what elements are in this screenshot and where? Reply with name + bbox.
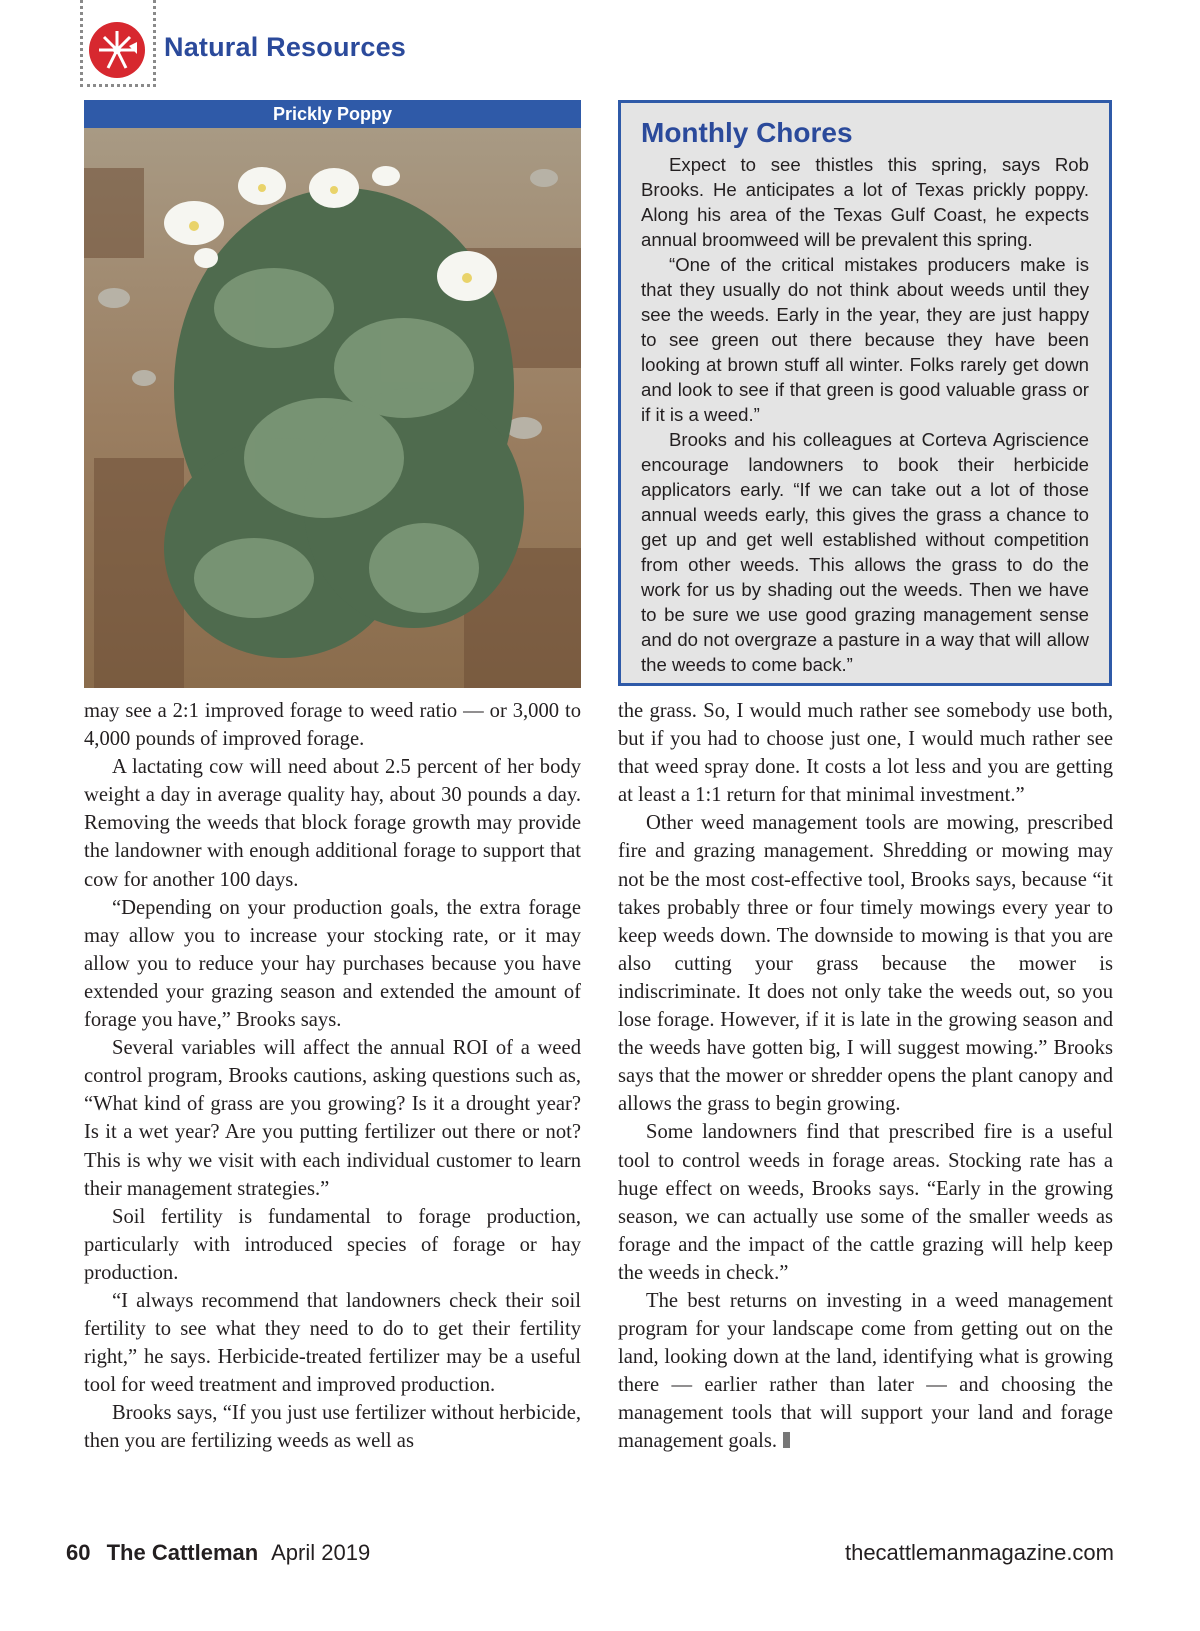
article-paragraph: may see a 2:1 improved forage to weed ratio — or 3,000 to 4,000 pounds of improved forage.	[84, 700, 581, 751]
prickly-poppy-photo	[84, 128, 581, 688]
article-paragraph: Brooks says, “If you just use fertilizer without herbicide, then you are fertilizing weeds as well as	[84, 1402, 581, 1453]
sidebar-paragraph: Brooks and his colleagues at Corteva Agriscience encourage landowners to book their herbicide applicators early. “If we can take out a lot of those annual weeds early, this gives the grass a chance to get up and get well established without competition from other weeds. This allows the grass to do the work for us by shading out the weeds. Then we have to be sure we use good grazing management sense and do not overgraze a pasture in a way that will allow the weeds to come back.”	[641, 429, 1089, 675]
section-title: Natural Resources	[164, 32, 406, 62]
article-paragraph-text: The best returns on investing in a weed management program for your landscape come from getting out on the land, looking down at the land, identifying what is growing there — earlier rather than later — and choosing the management tools that will support your land and forage management goals.	[618, 1289, 1113, 1453]
sidebar-paragraph: Expect to see thistles this spring, says Rob Brooks. He anticipates a lot of Texas prickly poppy. Along his area of the Texas Gulf Coast, he expects annual broomweed will be prevalent this spring.	[641, 154, 1089, 250]
prickly-poppy-figure	[84, 100, 581, 688]
page-footer	[66, 1540, 1114, 1574]
page-number: 60	[66, 1540, 91, 1565]
photo-caption: Prickly Poppy	[84, 100, 581, 128]
article-paragraph: “I always recommend that landowners check their soil fertility to see what they need to do to get their fertility right,” he says. Herbicide-treated fertilizer may be a useful tool for weed treatment and improved production.	[84, 1289, 581, 1397]
magazine-name: The Cattleman	[106, 1540, 259, 1565]
page-header	[80, 0, 600, 88]
article-paragraph: A lactating cow will need about 2.5 percent of her body weight a day in average quality hay, about 30 pounds a day. Removing the weeds that block forage growth may provide the landowner with enough additional forage to support that cow for another 100 days.	[84, 756, 581, 891]
article-paragraph: the grass. So, I would much rather see somebody use both, but if you had to choose just one, I would much rather see that weed spray done. It costs a lot less and you are getting at least a 1:1 return for that minimal investment.”	[618, 700, 1113, 807]
article-paragraph: Soil fertility is fundamental to forage production, particularly with introduced species of forage or hay production.	[84, 1205, 581, 1284]
article-paragraph: “Depending on your production goals, the extra forage may allow you to increase your stocking rate, or it may allow you to reduce your hay purchases because you have extended your grazing season and extended the amount of forage you have,” Brooks says.	[84, 896, 581, 1032]
windmill-icon	[89, 22, 145, 78]
sidebar-paragraph: “One of the critical mistakes producers make is that they usually do not think about weeds until they see the weeds. Early in the year, they are just happy to see green out there because they have been looking at brown stuff all winter. Folks rarely get down and look to see if that green is good valuable grass or if it is a weed.”	[641, 254, 1089, 425]
article-column-right	[618, 697, 1113, 1456]
issue-date: April 2019	[271, 1540, 371, 1565]
monthly-chores-sidebar	[618, 100, 1112, 686]
article-paragraph-final	[618, 1287, 1113, 1456]
footer-left	[66, 1540, 370, 1566]
website-url: thecattlemanmagazine.com	[844, 1540, 1114, 1565]
article-paragraph: Other weed management tools are mowing, prescribed fire and grazing management. Shredding or mowing may not be the most cost-effective tool, Brooks says, because “it takes probably three or four timely mowings every year to keep weeds down. The downside to mowing is that you are also cutting your grass because the mower is indiscriminate. It does not only take the weeds out, so you lose forage. However, if it is late in the growing season and the weeds have gotten big, I will suggest mowing.” Brooks says that the mower or shredder opens the plant canopy and allows the grass to begin growing.	[618, 812, 1113, 1116]
article-paragraph: Several variables will affect the annual ROI of a weed control program, Brooks cautions, asking questions such as, “What kind of grass are you growing? Is it a drought year? Is it a wet year? Are you putting fertilizer out there or not? This is why we visit with each individual customer to learn their management strategies.”	[84, 1037, 581, 1200]
article-paragraph: Some landowners find that prescribed fire is a useful tool to control weeds in forage areas. Stocking rate has a huge effect on weeds, Brooks says. “Early in the growing season, we can actually use some of the smaller weeds as forage and the impact of the cattle grazing will help keep the weeds in check.”	[618, 1121, 1113, 1284]
end-of-article-icon	[783, 1432, 790, 1448]
sidebar-title: Monthly Chores	[641, 117, 853, 148]
section-logo	[80, 0, 156, 87]
article-column-left	[84, 697, 581, 1456]
